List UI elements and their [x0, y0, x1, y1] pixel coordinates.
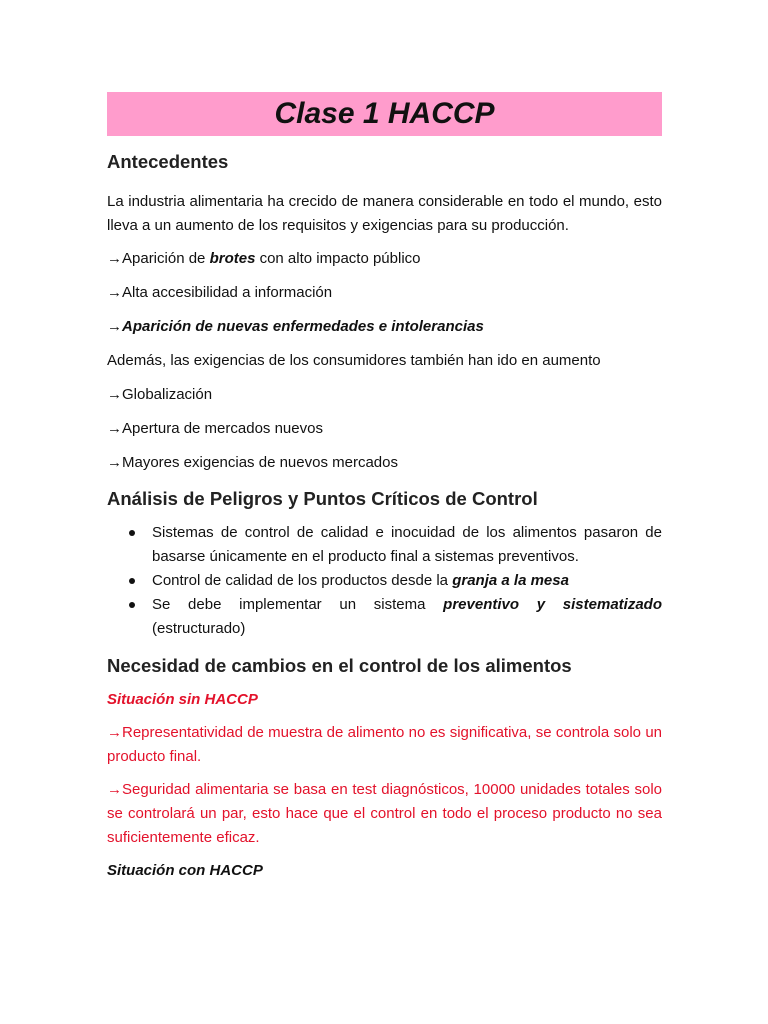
appcc-bullet-list — [107, 521, 662, 641]
arrow-item-globalizacion: →Globalización — [107, 386, 213, 403]
arrow-icon: → — [107, 420, 122, 437]
arrow-icon: → — [107, 724, 122, 741]
bullet-icon — [129, 602, 135, 608]
arrow-item-mercados: →Apertura de mercados nuevos — [107, 420, 323, 437]
intro-paragraph: La industria alimentaria ha crecido de manera considerable en todo el mundo, esto lleva a un aumento de los requisitos y exigencias para su producción. — [107, 193, 662, 234]
heading-appcc: Análisis de Peligros y Puntos Críticos de Control — [107, 488, 538, 509]
heading-necesidad: Necesidad de cambios en el control de los alimentos — [107, 655, 572, 676]
arrow-icon: → — [107, 454, 122, 471]
bullet-icon — [129, 578, 135, 584]
arrow-item-accesibilidad: →Alta accesibilidad a información — [107, 284, 333, 301]
red-paragraph-seguridad: →Seguridad alimentaria se basa en test diagnósticos, 10000 unidades totales solo se controlará un par, esto hace que el control en todo el proceso producto no sea suficientemente eficaz. — [107, 781, 662, 846]
red-paragraph-representatividad: →Representatividad de muestra de alimento no es significativa, se controla solo un producto final. — [107, 724, 662, 765]
label-sin-haccp: Situación sin HACCP — [107, 691, 258, 708]
document-page — [107, 92, 662, 883]
list-item: Se debe implementar un sistema preventivo y sistematizado (estructurado) — [107, 593, 662, 641]
title-bar — [107, 92, 662, 136]
arrow-item-brotes: →Aparición de brotes con alto impacto público — [107, 250, 421, 267]
consumers-paragraph: Además, las exigencias de los consumidores también han ido en aumento — [107, 352, 601, 369]
arrow-icon: → — [107, 250, 122, 267]
page-title: Clase 1 HACCP — [274, 97, 495, 130]
label-con-haccp: Situación con HACCP — [107, 862, 263, 879]
bullet-icon — [129, 530, 135, 536]
heading-antecedentes: Antecedentes — [107, 151, 229, 172]
arrow-icon: → — [107, 318, 122, 335]
arrow-item-exigencias: →Mayores exigencias de nuevos mercados — [107, 454, 398, 471]
list-item: Sistemas de control de calidad e inocuidad de los alimentos pasaron de basarse únicamente en el producto final a sistemas preventivos. — [107, 521, 662, 569]
arrow-icon: → — [107, 781, 122, 798]
list-item: Control de calidad de los productos desde la granja a la mesa — [107, 569, 662, 593]
arrow-icon: → — [107, 284, 122, 301]
arrow-item-enfermedades: →Aparición de nuevas enfermedades e intolerancias — [107, 318, 484, 335]
arrow-icon: → — [107, 386, 122, 403]
